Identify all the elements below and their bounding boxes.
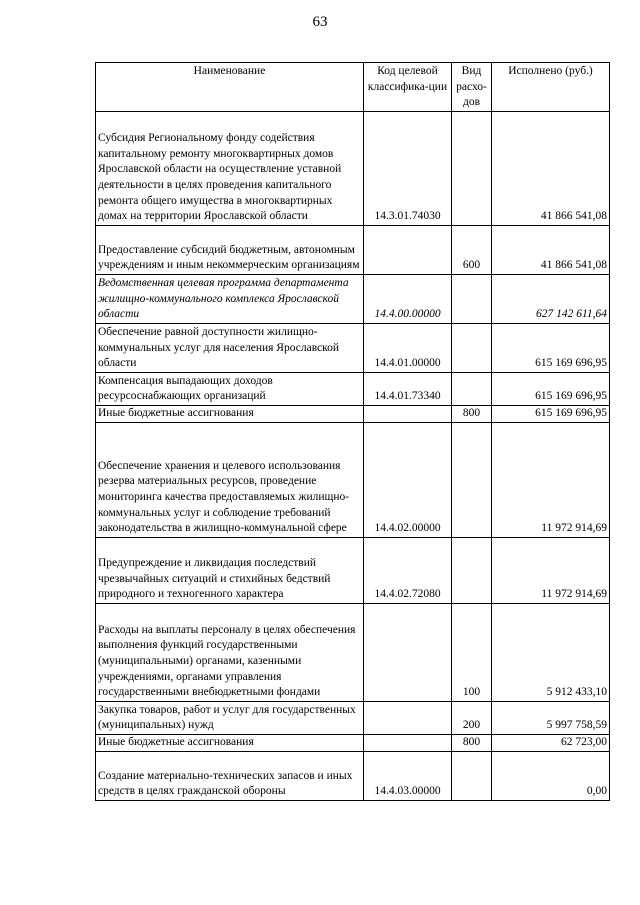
row-amount: 615 169 696,95 <box>492 323 610 372</box>
header-name: Наименование <box>96 63 364 112</box>
row-name: Обеспечение хранения и целевого использования резерва материальных ресурсов, проведение мониторинга качества предоставляемых жилищно-коммунальных услуг и соблюдение требований законодательства в жилищно-коммунальной сфере <box>96 422 364 537</box>
row-kind <box>452 323 492 372</box>
row-amount: 0,00 <box>492 751 610 800</box>
table-row <box>96 603 610 701</box>
page-number: 63 <box>312 14 328 30</box>
table-row <box>96 111 610 225</box>
row-amount: 615 169 696,95 <box>492 372 610 405</box>
row-code: 14.4.02.72080 <box>364 537 452 603</box>
row-code: 14.4.01.73340 <box>364 372 452 405</box>
row-name: Предупреждение и ликвидация последствий чрезвычайных ситуаций и стихийных бедствий природного и техногенного характера <box>96 537 364 603</box>
table-row <box>96 225 610 274</box>
row-code: 14.4.03.00000 <box>364 751 452 800</box>
table-body <box>96 111 610 800</box>
row-code <box>364 405 452 422</box>
row-kind: 200 <box>452 701 492 734</box>
row-code <box>364 225 452 274</box>
row-name: Расходы на выплаты персоналу в целях обеспечения выполнения функций государственными (муниципальными) органами, казенными учреждениями, органами управления государственными внебюджетными фондами <box>96 603 364 701</box>
row-code <box>364 734 452 751</box>
row-kind: 100 <box>452 603 492 701</box>
row-name: Обеспечение равной доступности жилищно-коммунальных услуг для населения Ярославской области <box>96 323 364 372</box>
row-kind <box>452 751 492 800</box>
row-name: Ведомственная целевая программа департамента жилищно-коммунального комплекса Ярославской области <box>96 274 364 323</box>
row-code: 14.4.01.00000 <box>364 323 452 372</box>
table-row <box>96 323 610 372</box>
row-name: Создание материально-технических запасов и иных средств в целях гражданской обороны <box>96 751 364 800</box>
header-kind: Вид расхо-дов <box>452 63 492 112</box>
row-kind <box>452 422 492 537</box>
table-row <box>96 372 610 405</box>
row-kind: 600 <box>452 225 492 274</box>
table-row <box>96 537 610 603</box>
row-amount: 41 866 541,08 <box>492 225 610 274</box>
row-code: 14.3.01.74030 <box>364 111 452 225</box>
row-amount: 627 142 611,64 <box>492 274 610 323</box>
table-row <box>96 751 610 800</box>
table-row <box>96 734 610 751</box>
row-code <box>364 603 452 701</box>
table-row <box>96 405 610 422</box>
row-name: Иные бюджетные ассигнования <box>96 734 364 751</box>
row-code: 14.4.00.00000 <box>364 274 452 323</box>
row-amount: 11 972 914,69 <box>492 422 610 537</box>
row-kind <box>452 537 492 603</box>
row-amount: 41 866 541,08 <box>492 111 610 225</box>
row-amount: 5 997 758,59 <box>492 701 610 734</box>
row-kind <box>452 111 492 225</box>
row-name: Иные бюджетные ассигнования <box>96 405 364 422</box>
row-kind: 800 <box>452 734 492 751</box>
table-row <box>96 274 610 323</box>
row-amount: 615 169 696,95 <box>492 405 610 422</box>
row-kind: 800 <box>452 405 492 422</box>
row-name: Субсидия Региональному фонду содействия капитальному ремонту многоквартирных домов Ярославской области на осуществление уставной деятельности в целях проведения капитального ремонта общего имущества в многоквартирных домах на территории Ярославской области <box>96 111 364 225</box>
budget-table <box>95 62 610 801</box>
table-header-row <box>96 63 610 112</box>
header-amount: Исполнено (руб.) <box>492 63 610 112</box>
row-amount: 11 972 914,69 <box>492 537 610 603</box>
row-name: Компенсация выпадающих доходов ресурсоснабжающих организаций <box>96 372 364 405</box>
table-row <box>96 701 610 734</box>
row-code <box>364 701 452 734</box>
row-name: Закупка товаров, работ и услуг для государственных (муниципальных) нужд <box>96 701 364 734</box>
table-row <box>96 422 610 537</box>
row-kind <box>452 274 492 323</box>
row-name: Предоставление субсидий бюджетным, автономным учреждениям и иным некоммерческим организациям <box>96 225 364 274</box>
row-amount: 5 912 433,10 <box>492 603 610 701</box>
row-amount: 62 723,00 <box>492 734 610 751</box>
header-code: Код целевой классифика-ции <box>364 63 452 112</box>
row-kind <box>452 372 492 405</box>
row-code: 14.4.02.00000 <box>364 422 452 537</box>
